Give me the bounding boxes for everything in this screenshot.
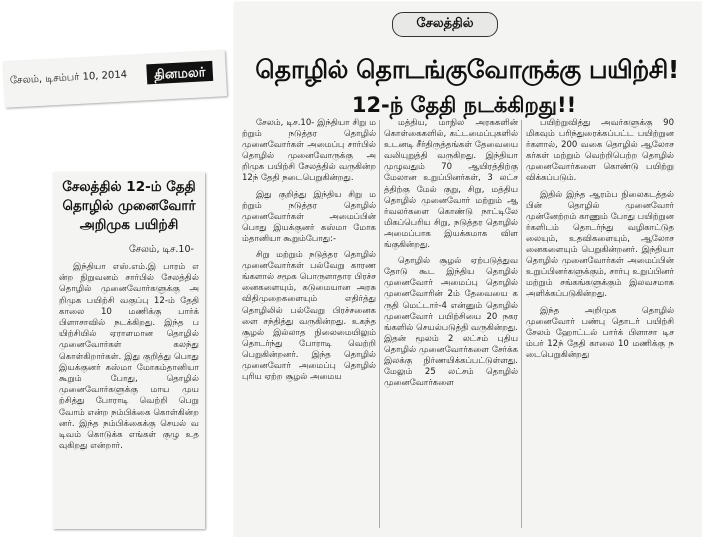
article-column-3 bbox=[526, 118, 674, 533]
article-paragraph: மத்திய, மாநில அரசுகளின் கொள்கைகளில், கட்டமைப்புகளில் உடனடி சீர்திருத்தங்கள் தேவையை வலியுறுத்தி வருகிறது. இந்தியா முழுவதும் 70 ஆயிரத்திற்கு மேலான உறுப்பினர்கள், 3 லட்சத்திற்கு மேல் குறு, சிறு, மத்திய தொழில் முனைவோர் மற்றும் ஆர்வலர்களை கொண்டு நாட்டிலே மிகப்பெரிய சிறு, நடுத்தர தொழில் அமைப்பாக இயக்கமாக விளங்குகின்றது. bbox=[384, 118, 518, 251]
article-paragraph: சேலம், டிச.10- இந்தியா சிறு மற்றும் நடுத்தர தொழில் முனைவோர்கள் அமைப்பு சார்பில் தொழில் முனைவோருக்கு அறிமுக பயிற்சி சேலத்தில் வருகின்ற 12ந் தேதி நடைபெறுகின்றது. bbox=[242, 118, 376, 184]
column-divider bbox=[521, 120, 522, 528]
dateline-clipping bbox=[3, 50, 227, 108]
newspaper-logo bbox=[143, 58, 216, 88]
column-divider bbox=[379, 120, 380, 528]
kicker-label: சேலத்தில் bbox=[392, 12, 498, 37]
small-clip-paragraph: இந்தியா எஸ்.எம்.இ பாரம் என்ற நிறுவனம் சார்பில் சேலத்தில் தொழில் முனைவோர்களுக்கு அறிமுக பயிற்சி வகுப்பு 12-ம் தேதி காலை 10 மணிக்கு பார்க் பிளாசாவில் நடக்கிறது. இந்த பயிற்சியில் ஏராளமான தொழில் முனைவோர்கள் கலந்து கொள்கிறார்கள். இது குறித்து பொது இயக்குனர் கஸ்மா மோகம்தானியா கூறும் போது, தொழில் முனைவோர்களுக்கு மாய முயற்சித்து போராடி வெற்றி பெறு வோம் என்ற நம்பிக்கை கொள்கின்றனர். இந்த நம்பிக்கைக்கு செயல் வடிவம் கொடுக்க எங்கள் குழு உதவுகிறது என்றார். bbox=[59, 262, 199, 452]
article-paragraph: இதில் இந்த ஆரம்ப நிலைகடத்தல் பின் தொழில் முனைவோர் முன்னேற்றம் காணும் போது பயிற்றுனர்களிடம் தொடர்ந்து வழிகாட்டுதலையும், உதவிகளையும், ஆலோசனைகளையும் பெறுகின்றனர். இந்தியா தொழில் முனைவோர்கள் அமைப்பின் உறுப்பினர்களுக்கும், சார்பு உறுப்பினர் மற்றும் சங்கங்களுக்கும் இலவசமாக அளிக்கப்படுகின்றது. bbox=[526, 189, 674, 300]
dateline-text: சேலம், டிசம்பர் 10, 2014 bbox=[9, 69, 128, 87]
article-column-1 bbox=[242, 118, 376, 533]
small-clip-headline: சேலத்தில் 12-ம் தேதி தொழில் முனைவோர் அறிமுக பயிற்சி bbox=[62, 179, 196, 233]
article-column-2 bbox=[384, 118, 518, 533]
main-headline: தொழில் தொடங்குவோருக்கு பயிற்சி! bbox=[255, 55, 679, 84]
small-clip-body bbox=[59, 262, 199, 524]
article-paragraph: தொழில் சூழல் ஏற்படுத்துவதோடு கூட இந்திய தொழில் முனைவோர் அமைப்பு தொழில் முனைவோரின் 2ம் தேவையை கருதி மெட்டார்-4 என்னும் தொழில் முனைவோர் பயிற்சியை 20 நகரங்களில் செயல்படுத்தி வருகின்றது. இதன் மூலம் 2 லட்சம் புதிய தொழில் முனைவோர்களை சேர்க்க இலக்கு நிர்ணயிக்கப்பட்டுள்ளது. மேலும் 25 லட்சம் தொழில் முனைவோர்களை bbox=[384, 256, 518, 389]
article-paragraph: பயிற்றுவித்து அவர்களுக்கு 90 மிகவும் பரிந்துரைக்கப்பட்ட பயிற்றுனர்களால், 200 வகை தொழில் ஆலோசகர்கள் மற்றும் வெற்றிபெற்ற தொழில் முனைவோர்களை கொண்டு பயிற்று விக்கப்படும். bbox=[526, 118, 674, 184]
sub-headline: 12-ந் தேதி நடக்கிறது!! bbox=[351, 93, 577, 117]
article-paragraph: சிறு மற்றும் நடுத்தர தொழில் முனைவோர்கள் பல்வேறு காரணங்களால் சமூக பொருளாதார பிரச்சனைகளையும், கடுமையான அரசு விதிமுறைகளையும் எதிர்த்து தொழிலில் பல்வேறு பிரச்சனைகளை சந்தித்து வருகின்றது. உகந்த சூழல் இல்லாத நிலைமையிலும் தொடர்ந்து போராடி வெற்றி பெறுகின்றனர். இந்த தொழில் முனைவோர் அமைப்பு தொழில் புரிய ஏற்ற சூழல் அமைய bbox=[242, 250, 376, 383]
small-news-clipping bbox=[53, 172, 205, 529]
article-paragraph: இது குறித்து இந்திய சிறு மற்றும் நடுத்தர தொழில் முனைவோர்கள் அமைப்பின் பொது இயக்குனர் கஸ்மா மோகம்தானியா கூறும்போது:- bbox=[242, 189, 376, 244]
article-paragraph: இந்த அறிமுக தொழில் முனைவோர் பண்பு தொடர் பயிற்சி சேலம் ஹோட்டல் பார்க் பிளாசா டிசம்பர் 12ந் தேதி காலை 10 மணிக்கு நடைபெறுகின்றது bbox=[526, 305, 674, 360]
logo-text: தினமலர் bbox=[153, 65, 206, 83]
main-news-clipping bbox=[234, 2, 702, 537]
small-clip-dateline: சேலம், டிச.10- bbox=[129, 244, 194, 255]
